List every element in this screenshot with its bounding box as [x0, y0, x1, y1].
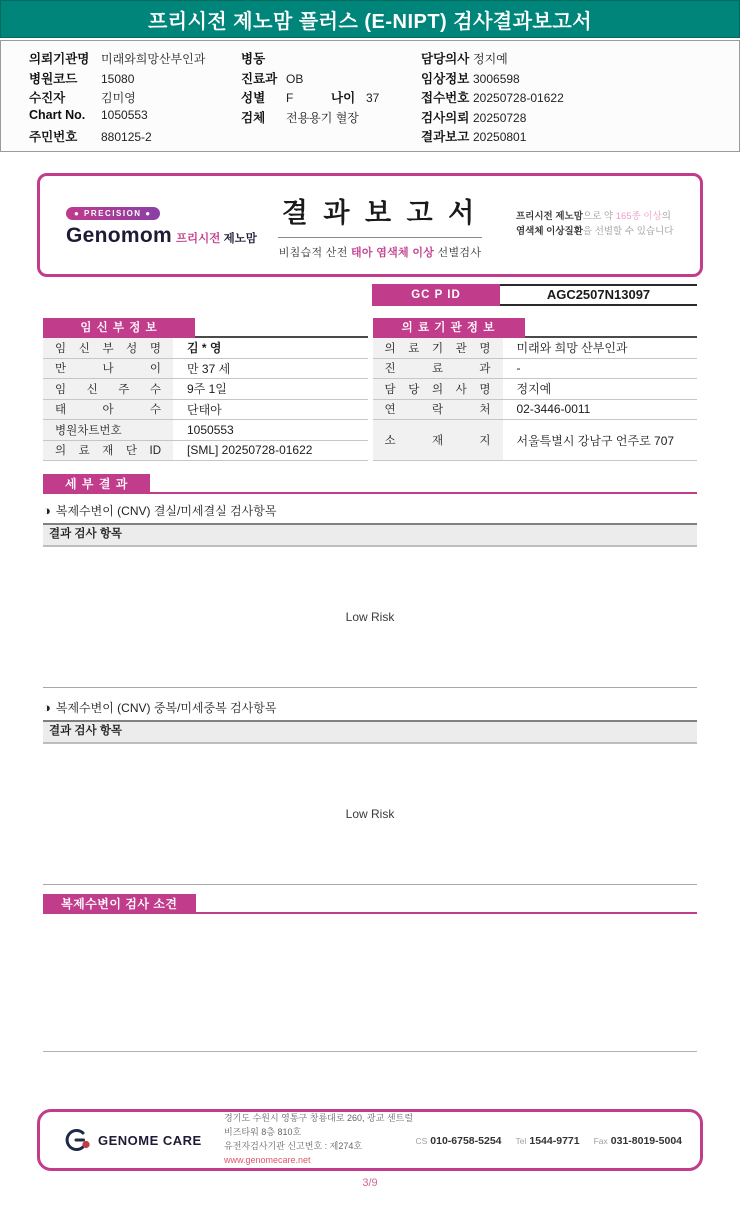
- field-value: 880125-2: [101, 130, 152, 144]
- row-label: 진 료 과: [384, 363, 491, 376]
- result-items-header: 결과 검사 항목: [43, 720, 697, 744]
- patient-field-row: [421, 108, 729, 128]
- field-value: F: [286, 91, 294, 105]
- genomom-logo: [66, 203, 257, 248]
- footer-address: [224, 1112, 415, 1168]
- cnv-deletion-result-area: [43, 547, 697, 688]
- cnv-duplication-section-title: [43, 699, 697, 715]
- patient-field-row: [29, 88, 241, 108]
- section-header-chip: 세 부 결 과: [43, 474, 150, 494]
- field-label: 담당의사: [421, 52, 470, 66]
- field-label: 나이: [331, 91, 356, 105]
- cnv-deletion-section-title: [43, 502, 697, 518]
- section-header-chip: 복제수변이 검사 소견: [43, 894, 196, 914]
- field-label: 검체: [241, 110, 266, 125]
- genomecare-logo-text: GENOME CARE: [98, 1132, 202, 1148]
- risk-result: Low Risk: [345, 610, 395, 624]
- row-label: 소 재 지: [384, 435, 491, 447]
- patient-info-panel: [0, 40, 740, 152]
- row-value: 미래와 희망 산부인과: [516, 341, 628, 356]
- field-value: 3006598: [473, 71, 520, 86]
- report-subheading: 비침습적 산전 태아 염색체 이상 선별검사: [278, 246, 482, 259]
- patient-field-row: [421, 69, 729, 89]
- field-value: 20250728-01622: [473, 91, 564, 105]
- cnv-section-label: 복제수변이 (CNV) 중복/미세중복 검사항목: [55, 700, 277, 715]
- field-label: 병원코드: [29, 71, 78, 86]
- field-label: 병동: [241, 52, 266, 66]
- table-header-chip: 임 신 부 정 보: [43, 318, 195, 338]
- gc-p-id: [43, 284, 697, 306]
- footer-contacts: [415, 1131, 682, 1149]
- footer-box: [37, 1109, 703, 1171]
- row-value: 정지예: [516, 382, 552, 397]
- brand-kr-genomom: 제노맘: [223, 232, 257, 245]
- patient-field-row: [29, 108, 241, 128]
- address-line2: 유전자검사기관 신고번호 : 제274호: [224, 1141, 363, 1151]
- field-label: 임상정보: [421, 71, 470, 86]
- row-value: 서울특별시 강남구 언주로 707: [516, 433, 675, 448]
- field-label: 의뢰기관명: [29, 52, 90, 66]
- patient-field-row: [29, 127, 241, 147]
- patient-field-row: [241, 49, 421, 69]
- patient-field-row: [241, 108, 421, 128]
- report-heading-block: [244, 191, 516, 260]
- cnv-duplication-result-area: [43, 744, 697, 885]
- row-label: 임 신 주 수: [55, 383, 161, 396]
- table-row: [373, 359, 698, 380]
- cnv-section-label: 복제수변이 (CNV) 결실/미세결실 검사항목: [55, 503, 277, 518]
- row-value: 02-3446-0011: [516, 402, 591, 417]
- report-note: 프리시전 제노맘으로 약 165종 이상의 염색체 이상질환을 선별할 수 있습니다: [516, 211, 674, 237]
- field-value: 미래와희망산부인과: [101, 52, 206, 66]
- patient-info-col2: [241, 49, 421, 151]
- half-circle-icon: ◑: [43, 699, 51, 715]
- gc-p-id-value: AGC2507N13097: [500, 284, 697, 306]
- genomecare-logo: [62, 1127, 214, 1153]
- info-tables: [43, 318, 697, 461]
- row-label: 임 신 부 성 명: [55, 342, 161, 355]
- row-value: 단태아: [187, 402, 222, 417]
- gc-p-id-label: GC P ID: [372, 284, 500, 306]
- report-heading: 결 과 보 고 서: [278, 191, 482, 238]
- detail-results-header: [43, 474, 697, 494]
- table-header-chip: 의 료 기 관 정 보: [373, 318, 525, 338]
- patient-field-row: [29, 69, 241, 89]
- row-label: 담 당 의 사 명: [384, 383, 491, 396]
- field-label: 결과보고: [421, 130, 470, 144]
- patient-field-row: [421, 127, 729, 147]
- bottom-divider: [43, 1051, 697, 1052]
- field-label: 검사의뢰: [421, 110, 470, 125]
- row-value: [SML] 20250728-01622: [187, 443, 313, 458]
- field-label: 성별: [241, 91, 266, 105]
- table-row: [373, 338, 698, 359]
- patient-info-col1: [29, 49, 241, 151]
- row-label: 만 나 이: [55, 363, 161, 376]
- patient-field-row: [29, 49, 241, 69]
- page-number: 3/9: [362, 1177, 378, 1189]
- row-label: 의 료 기 관 명: [384, 342, 491, 355]
- field-value: 1050553: [101, 107, 148, 122]
- row-value: -: [516, 361, 521, 376]
- field-label: 수진자: [29, 91, 66, 105]
- risk-result: Low Risk: [345, 807, 395, 821]
- result-items-header: 결과 검사 항목: [43, 523, 697, 547]
- row-value: 9주 1일: [187, 382, 227, 397]
- row-value: 김 * 영: [187, 341, 222, 356]
- patient-field-row: [421, 88, 729, 108]
- field-value: 정지예: [473, 52, 508, 66]
- patient-field-row: [421, 49, 729, 69]
- field-value: 김미영: [101, 91, 136, 105]
- field-value: 37: [366, 91, 380, 105]
- field-label: Chart No.: [29, 107, 86, 122]
- brand-kr-precision: 프리시전: [175, 232, 221, 245]
- tel-number: Tel 1544-9771: [515, 1135, 580, 1147]
- address-line1: 경기도 수원시 영통구 창룡대로 260, 광교 센트럴비즈타워 8층 810호: [224, 1113, 414, 1138]
- website-link[interactable]: www.genomecare.net: [224, 1154, 311, 1165]
- table-row: [43, 400, 368, 421]
- row-label: 연 락 처: [384, 404, 491, 417]
- cnv-findings-header: [43, 894, 697, 914]
- table-row: [373, 420, 698, 461]
- field-label: 주민번호: [29, 130, 78, 144]
- mother-info-table: [43, 318, 368, 461]
- half-circle-icon: ◑: [43, 502, 51, 518]
- table-row: [43, 420, 368, 441]
- field-value: 전용용기 혈장: [286, 110, 359, 125]
- row-value: 만 37 세: [187, 361, 231, 376]
- field-label: 진료과: [241, 71, 278, 86]
- table-row: [43, 359, 368, 380]
- cs-number: CS 010-6758-5254: [415, 1135, 502, 1147]
- patient-info-col3: [421, 49, 729, 151]
- field-value: 15080: [101, 71, 135, 86]
- patient-field-row: [241, 88, 421, 108]
- table-row: [43, 379, 368, 400]
- row-label: 의 료 재 단 ID: [55, 445, 161, 458]
- table-row: [373, 379, 698, 400]
- fax-number: Fax 031-8019-5004: [593, 1135, 682, 1147]
- genomecare-logo-icon: [62, 1127, 92, 1153]
- patient-field-row: [241, 69, 421, 89]
- field-value: OB: [286, 71, 304, 86]
- row-label: 태 아 수: [55, 404, 161, 417]
- report-title-bar: [0, 0, 740, 38]
- field-label: 접수번호: [421, 91, 470, 105]
- table-row: [43, 441, 368, 462]
- field-value: 20250801: [473, 130, 527, 144]
- brand-name: Genomom: [66, 223, 172, 247]
- report-title: 프리시전 제노맘 플러스 (E-NIPT) 검사결과보고서: [147, 10, 593, 33]
- clinic-info-table: [373, 318, 698, 461]
- precision-badge: ● PRECISION ●: [66, 207, 160, 220]
- table-row: [43, 338, 368, 359]
- result-report-header: [37, 173, 703, 277]
- row-value: 1050553: [187, 422, 234, 437]
- row-label: 병원차트번호: [55, 424, 122, 437]
- field-value: 20250728: [473, 110, 527, 125]
- table-row: [373, 400, 698, 421]
